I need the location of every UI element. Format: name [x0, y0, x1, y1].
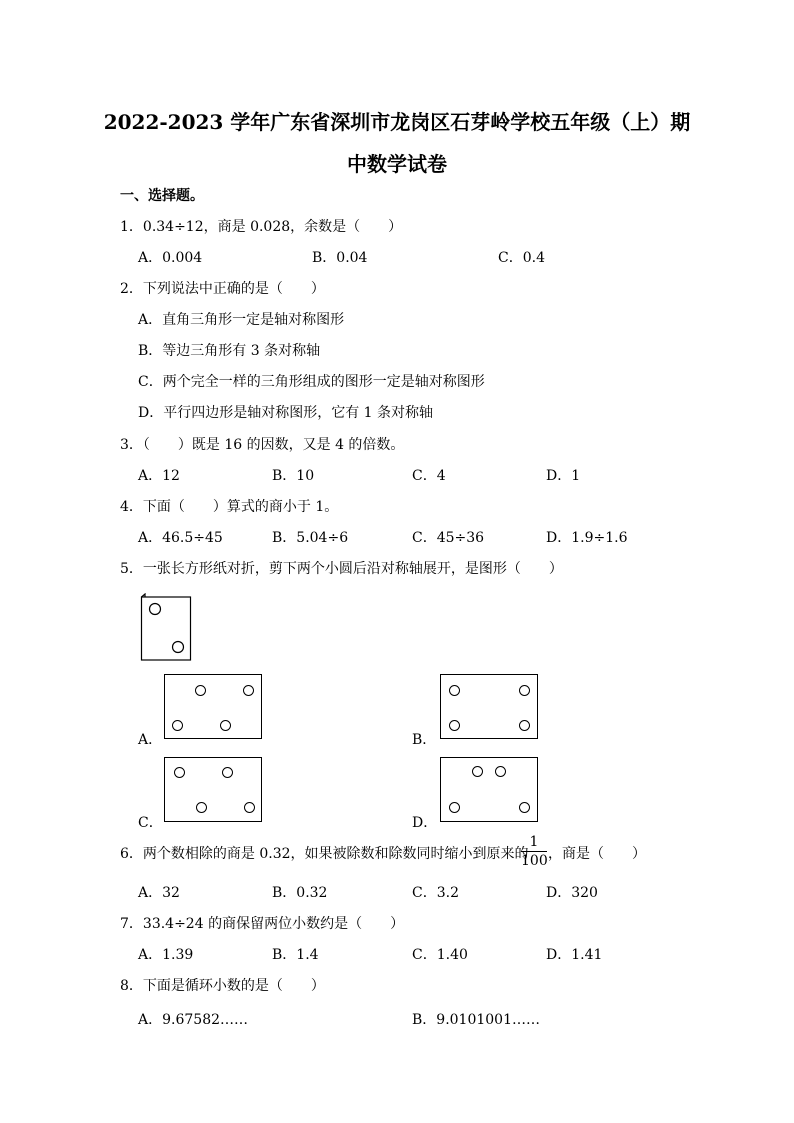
q4-option-b[interactable]: B．5.04÷6	[272, 530, 349, 546]
q4-option-a[interactable]: A．46.5÷45	[138, 530, 223, 546]
circle-icon	[472, 766, 483, 777]
folded-paper-figure	[140, 593, 192, 661]
q1-option-b[interactable]: B．0.04	[312, 250, 368, 266]
q6-option-a[interactable]: A．32	[138, 885, 180, 901]
question-5-stem: 5．一张长方形纸对折，剪下两个小圆后沿对称轴展开，是图形（ ）	[120, 561, 563, 577]
circle-icon	[449, 720, 460, 731]
circle-icon	[174, 767, 185, 778]
q7-option-a[interactable]: A．1.39	[138, 947, 194, 963]
circle-icon	[243, 685, 254, 696]
q3-option-d[interactable]: D．1	[546, 468, 581, 484]
q5-figure-a[interactable]	[164, 674, 262, 739]
circle-icon	[222, 767, 233, 778]
question-2-stem: 2．下列说法中正确的是（ ）	[120, 281, 325, 297]
q3-option-a[interactable]: A．12	[138, 468, 180, 484]
fraction-one-hundredth	[521, 834, 547, 869]
fraction-numerator: 1	[529, 834, 539, 850]
circle-icon	[172, 720, 183, 731]
section-heading: 一、选择题。	[120, 188, 204, 204]
question-6-stem-tail: ，商是（ ）	[548, 846, 646, 862]
q3-option-c[interactable]: C．4	[412, 468, 446, 484]
q7-option-d[interactable]: D．1.41	[546, 947, 603, 963]
circle-icon	[449, 685, 460, 696]
q5-option-a[interactable]: A．	[138, 732, 163, 748]
q5-figure-b[interactable]	[440, 674, 538, 739]
page-title-line1: 2022-2023 学年广东省深圳市龙岗区石芽岭学校五年级（上）期	[103, 110, 691, 134]
question-1-stem: 1．0.34÷12，商是 0.028，余数是（ ）	[120, 219, 403, 235]
q5-option-d[interactable]: D．	[412, 815, 438, 831]
question-8-stem: 8．下面是循环小数的是（ ）	[120, 978, 325, 994]
q8-option-a[interactable]: A．9.67582……	[138, 1012, 249, 1028]
q2-option-b[interactable]: B．等边三角形有 3 条对称轴	[138, 343, 321, 359]
q3-option-b[interactable]: B．10	[272, 468, 315, 484]
q6-option-c[interactable]: C．3.2	[412, 885, 459, 901]
question-3-stem: 3．（ ）既是 16 的因数，又是 4 的倍数。	[120, 437, 405, 453]
q1-option-a[interactable]: A．0.004	[138, 250, 203, 266]
q2-option-d[interactable]: D．平行四边形是轴对称图形，它有 1 条对称轴	[138, 405, 434, 421]
circle-icon	[519, 720, 530, 731]
q4-option-c[interactable]: C．45÷36	[412, 530, 485, 546]
q8-option-b[interactable]: B．9.0101001……	[412, 1012, 540, 1028]
q6-option-d[interactable]: D．320	[546, 885, 598, 901]
q2-option-a[interactable]: A．直角三角形一定是轴对称图形	[138, 312, 345, 328]
q5-figure-d[interactable]	[440, 757, 538, 822]
q4-option-d[interactable]: D．1.9÷1.6	[546, 530, 628, 546]
circle-icon	[519, 802, 530, 813]
q7-option-c[interactable]: C．1.40	[412, 947, 468, 963]
page-title-line2: 中数学试卷	[347, 152, 447, 176]
q6-option-b[interactable]: B．0.32	[272, 885, 328, 901]
question-7-stem: 7．33.4÷24 的商保留两位小数约是（ ）	[120, 916, 405, 932]
circle-icon	[244, 802, 255, 813]
circle-icon	[495, 766, 506, 777]
circle-icon	[220, 720, 231, 731]
q5-option-c[interactable]: C．	[138, 815, 163, 831]
q5-option-b[interactable]: B．	[412, 732, 437, 748]
q5-figure-c[interactable]	[164, 757, 262, 822]
question-4-stem: 4．下面（ ）算式的商小于 1。	[120, 499, 339, 515]
fraction-denominator: 100	[521, 853, 548, 869]
q7-option-b[interactable]: B．1.4	[272, 947, 319, 963]
circle-icon	[519, 685, 530, 696]
circle-icon	[449, 802, 460, 813]
question-6-stem: 6．两个数相除的商是 0.32，如果被除数和除数同时缩小到原来的	[120, 846, 529, 862]
q2-option-c[interactable]: C．两个完全一样的三角形组成的图形一定是轴对称图形	[138, 374, 485, 390]
q1-option-c[interactable]: C．0.4	[498, 250, 545, 266]
circle-icon	[195, 685, 206, 696]
circle-icon	[196, 802, 207, 813]
